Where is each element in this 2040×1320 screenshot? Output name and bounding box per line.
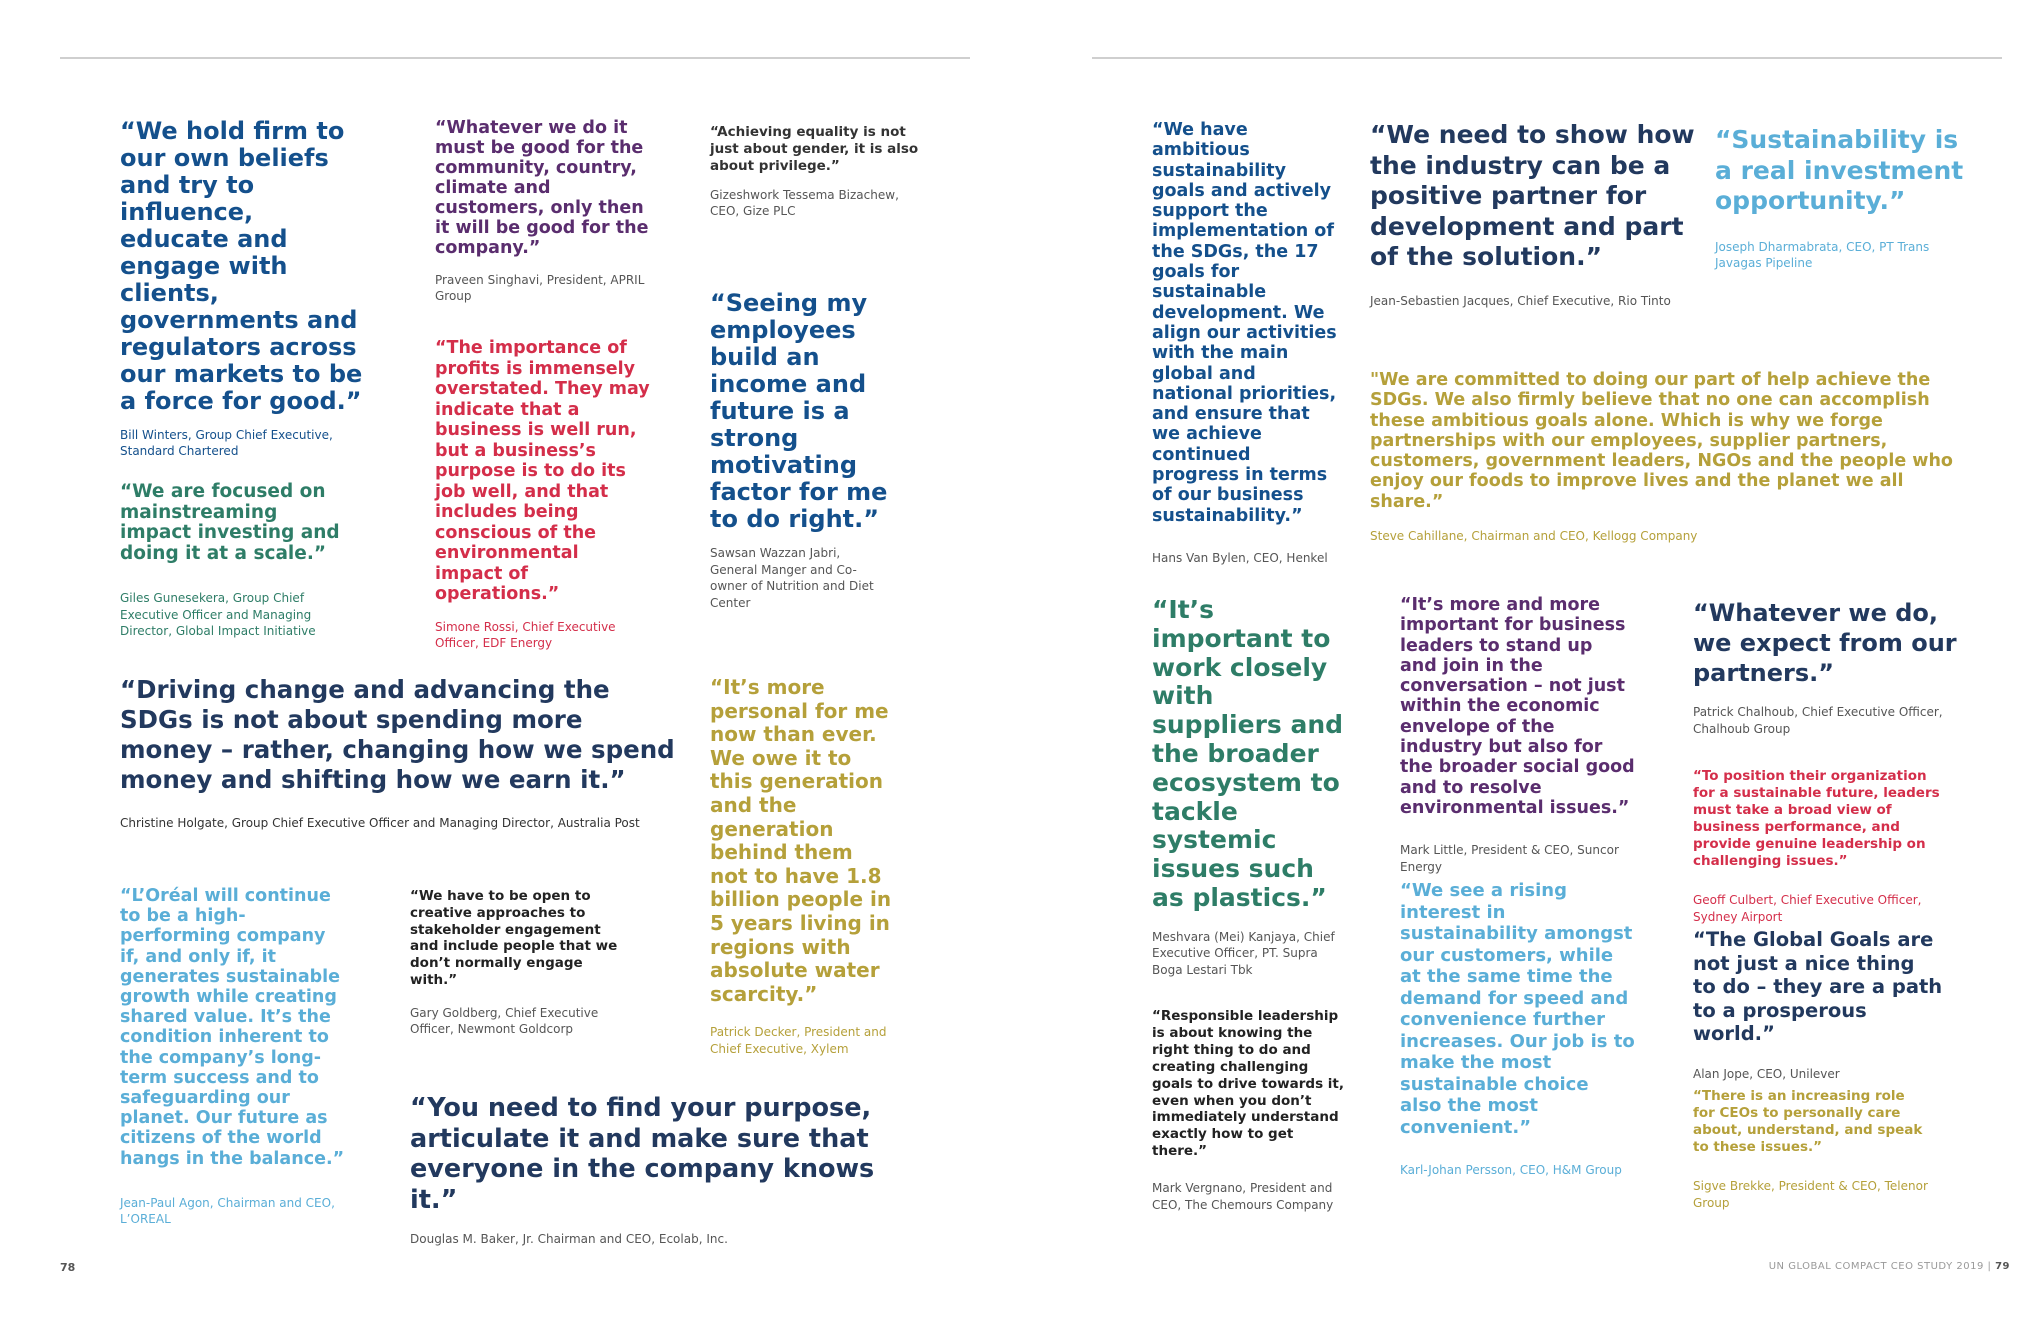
quote-jabri — [710, 290, 890, 611]
quote-little — [1400, 595, 1635, 875]
quote-culbert — [1693, 768, 1953, 925]
quote-chalhoub — [1693, 598, 1963, 737]
quote-baker — [410, 1093, 930, 1247]
footer-separator: | — [1987, 1261, 1996, 1272]
quote-text: “We have ambitious sustainability goals and actively support the implementation of the SDGs, the 17 goals for sustainable development. We align our activities with the main global and national priorities, and ensure that we achieve continued progress in terms of our business sustainability.” — [1152, 120, 1337, 526]
quote-author: Bill Winters, Group Chief Executive, Standard Chartered — [120, 428, 333, 458]
quote-text: “Sustainability is a real investment opportunity.” — [1715, 125, 1964, 215]
left-page-number: 78 — [60, 1261, 76, 1274]
quote-text: “L’Oréal will continue to be a high-performing company if, and only if, it generates sustainable growth while creating shared value. It’s the condition inherent to the company’s long-term success and to safeguarding our planet. Our future as citizens of the world hangs in the balance.” — [120, 886, 345, 1169]
right-page-number: 79 — [1995, 1261, 2010, 1272]
quote-text: “We hold firm to our own beliefs and try to influence, educate and engage with clients, governments and regulators across our markets to be a force for good.” — [120, 117, 363, 415]
quote-text: “Seeing my employees build an income and future is a strong motivating factor for me to do right.” — [710, 289, 888, 533]
quote-brekke — [1693, 1088, 1928, 1211]
quote-text: "We are committed to doing our part of help achieve the SDGs. We also firmly believe that no one can accomplish these ambitious goals alone. Which is why we forge partnerships with our employees, supplier partners, customers, government leaders, NGOs and the people who enjoy our foods to improve lives and the planet we all share.” — [1370, 370, 1953, 512]
footer-text: UN GLOBAL COMPACT CEO STUDY 2019 — [1768, 1261, 1984, 1272]
quote-author: Alan Jope, CEO, Unilever — [1693, 1066, 1840, 1081]
quote-author: Mark Vergnano, President and CEO, The Chemours Company — [1152, 1181, 1334, 1212]
quote-text: “To position their organization for a sustainable future, leaders must take a broad view of business performance, and provide genuine leadership on challenging issues.” — [1693, 768, 1940, 869]
left-top-rule — [60, 57, 970, 59]
quote-goldberg — [410, 888, 620, 1038]
quote-jope — [1693, 928, 1943, 1082]
quote-author: Sigve Brekke, President & CEO, Telenor Group — [1693, 1179, 1928, 1210]
quote-author: Christine Holgate, Group Chief Executive Officer and Managing Director, Australia Post — [120, 816, 640, 830]
quote-author: Meshvara (Mei) Kanjaya, Chief Executive Officer, PT. Supra Boga Lestari Tbk — [1152, 929, 1335, 977]
quote-vergnano — [1152, 1008, 1352, 1213]
quote-author: Joseph Dharmabrata, CEO, PT Trans Javagas Pipeline — [1715, 239, 1930, 270]
quote-text: “We see a rising interest in sustainability amongst our customers, while at the same time the demand for speed and convenience further increases. Our job is to make the most sustainable choice also the most convenient.” — [1400, 880, 1635, 1138]
quote-text: “We have to be open to creative approaches to stakeholder engagement and include people that we don’t normally engage with.” — [410, 888, 618, 988]
quote-author: Praveen Singhavi, President, APRIL Group — [435, 273, 645, 303]
quote-author: Gary Goldberg, Chief Executive Officer, Newmont Goldcorp — [410, 1005, 599, 1037]
quote-jacques — [1370, 120, 1700, 309]
quote-text: “We are focused on mainstreaming impact investing and doing it at a scale.” — [120, 481, 340, 564]
quote-text: “Responsible leadership is about knowing the right thing to do and creating challenging goals to drive towards it, even when you don’t immediately understand exactly how to get there.” — [1152, 1008, 1345, 1160]
quote-author: Geoff Culbert, Chief Executive Officer, Sydney Airport — [1693, 893, 1922, 924]
quote-rossi — [435, 338, 650, 651]
quote-singhavi — [435, 118, 650, 304]
quote-author: Giles Gunesekera, Group Chief Executive Officer and Managing Director, Global Impact Initiative — [120, 591, 316, 638]
quote-author: Douglas M. Baker, Jr. Chairman and CEO, Ecolab, Inc. — [410, 1232, 728, 1246]
quote-text: “Whatever we do it must be good for the community, country, climate and customers, only then it will be good for the company.” — [435, 118, 649, 258]
quote-author: Patrick Decker, President and Chief Executive, Xylem — [710, 1025, 887, 1056]
quote-author: Sawsan Wazzan Jabri, General Manger and Co-owner of Nutrition and Diet Center — [710, 546, 874, 610]
quote-dharmabrata — [1715, 125, 1975, 271]
quote-text: “The Global Goals are not just a nice thing to do – they are a path to a prosperous world.” — [1693, 928, 1943, 1045]
quote-text: “We need to show how the industry can be a positive partner for development and part of the solution.” — [1370, 120, 1695, 271]
quote-winters — [120, 118, 370, 459]
quote-decker — [710, 676, 895, 1057]
quote-text: “Whatever we do, we expect from our partners.” — [1693, 599, 1957, 687]
quote-author: Jean-Sebastien Jacques, Chief Executive, Rio Tinto — [1370, 293, 1671, 308]
quote-gunesekera — [120, 482, 350, 640]
quote-kanjaya — [1152, 596, 1347, 978]
quote-text: “Driving change and advancing the SDGs is not about spending more money – rather, changing how we spend money and shifting how we earn it.” — [120, 675, 675, 794]
page-footer — [1769, 1261, 2010, 1272]
quote-cahillane — [1370, 370, 1970, 544]
quote-holgate — [120, 675, 680, 831]
quote-author: Mark Little, President & CEO, Suncor Energy — [1400, 843, 1619, 874]
quote-author: Karl-Johan Persson, CEO, H&M Group — [1400, 1163, 1622, 1177]
quote-text: “You need to find your purpose, articulate it and make sure that everyone in the company knows it.” — [410, 1093, 875, 1215]
quote-text: “It’s important to work closely with suppliers and the broader ecosystem to tackle systemic issues such as plastics.” — [1152, 595, 1344, 912]
quote-author: Hans Van Bylen, CEO, Henkel — [1152, 550, 1328, 565]
quote-text: “Achieving equality is not just about gender, it is also about privilege.” — [710, 124, 919, 174]
quote-text: “It’s more and more important for business leaders to stand up and join in the conversation – not just within the economic envelope of the industry but also for the broader social good and to resolve environmental issues.” — [1400, 595, 1635, 818]
right-top-rule — [1092, 57, 2002, 59]
quote-tessema — [710, 124, 920, 219]
quote-author: Gizeshwork Tessema Bizachew, CEO, Gize PLC — [710, 188, 899, 218]
quote-agon — [120, 886, 345, 1228]
quote-author: Patrick Chalhoub, Chief Executive Officer, Chalhoub Group — [1693, 705, 1943, 736]
quote-text: “The importance of profits is immensely overstated. They may indicate that a business is well run, but a business’s purpose is to do its job well, and that includes being conscious of the environmental impact of operations.” — [435, 338, 650, 604]
quote-persson — [1400, 880, 1635, 1179]
quote-author: Simone Rossi, Chief Executive Officer, EDF Energy — [435, 619, 616, 650]
quote-text: “It’s more personal for me now than ever. We owe it to this generation and the generation behind them not to have 1.8 billion people in 5 years living in regions with absolute water scarcity.” — [710, 675, 892, 1006]
quote-vanbylen — [1152, 120, 1342, 566]
quote-author: Steve Cahillane, Chairman and CEO, Kellogg Company — [1370, 529, 1698, 544]
quote-author: Jean-Paul Agon, Chairman and CEO, L’OREAL — [120, 1195, 335, 1227]
quote-text: “There is an increasing role for CEOs to personally care about, understand, and speak to these issues.” — [1693, 1088, 1923, 1155]
